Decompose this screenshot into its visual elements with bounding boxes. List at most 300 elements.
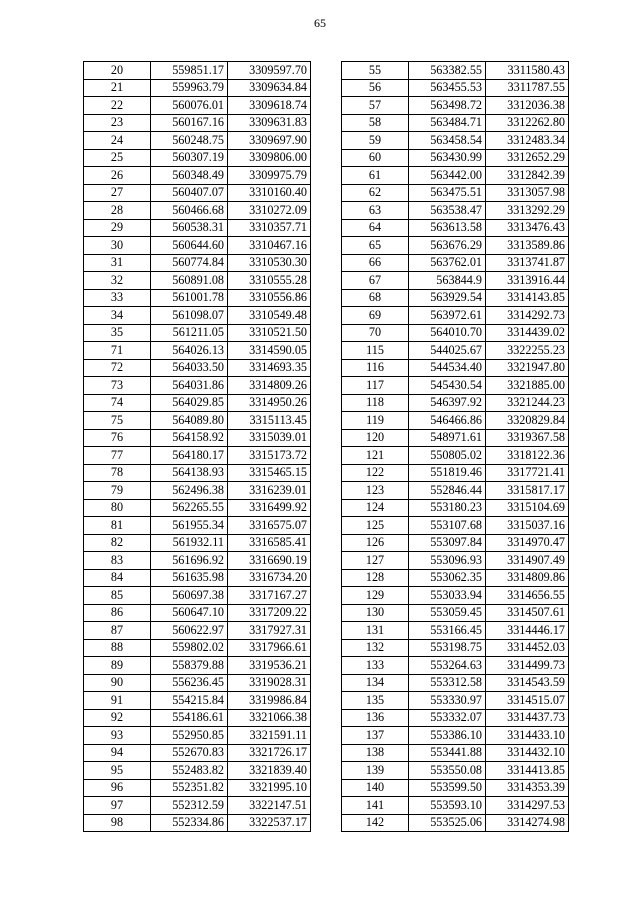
point-number-cell: 63 bbox=[342, 202, 409, 220]
x-coordinate-cell: 552483.82 bbox=[151, 762, 228, 780]
x-coordinate-cell: 544534.40 bbox=[409, 359, 486, 377]
point-number-cell: 117 bbox=[342, 377, 409, 395]
x-coordinate-cell: 563442.00 bbox=[409, 167, 486, 185]
table-row bbox=[84, 674, 311, 692]
y-coordinate-cell: 3313589.86 bbox=[486, 237, 569, 255]
point-number-cell: 142 bbox=[342, 814, 409, 832]
point-number-cell: 59 bbox=[342, 132, 409, 150]
point-number-cell: 31 bbox=[84, 254, 151, 272]
point-number-cell: 34 bbox=[84, 307, 151, 325]
x-coordinate-cell: 553593.10 bbox=[409, 797, 486, 815]
point-number-cell: 76 bbox=[84, 429, 151, 447]
x-coordinate-cell: 553062.35 bbox=[409, 569, 486, 587]
y-coordinate-cell: 3312842.39 bbox=[486, 167, 569, 185]
point-number-cell: 69 bbox=[342, 307, 409, 325]
x-coordinate-cell: 552351.82 bbox=[151, 779, 228, 797]
y-coordinate-cell: 3314437.73 bbox=[486, 709, 569, 727]
x-coordinate-cell: 561955.34 bbox=[151, 517, 228, 535]
x-coordinate-cell: 553332.07 bbox=[409, 709, 486, 727]
y-coordinate-cell: 3314499.73 bbox=[486, 657, 569, 675]
y-coordinate-cell: 3309597.70 bbox=[228, 62, 311, 80]
table-row bbox=[84, 202, 311, 220]
table-row bbox=[84, 744, 311, 762]
table-row bbox=[342, 412, 569, 430]
table-row bbox=[342, 674, 569, 692]
table-row bbox=[84, 622, 311, 640]
y-coordinate-cell: 3310272.09 bbox=[228, 202, 311, 220]
y-coordinate-cell: 3317209.22 bbox=[228, 604, 311, 622]
point-number-cell: 137 bbox=[342, 727, 409, 745]
y-coordinate-cell: 3312036.38 bbox=[486, 97, 569, 115]
table-row bbox=[84, 569, 311, 587]
point-number-cell: 20 bbox=[84, 62, 151, 80]
y-coordinate-cell: 3314970.47 bbox=[486, 534, 569, 552]
point-number-cell: 29 bbox=[84, 219, 151, 237]
x-coordinate-cell: 553198.75 bbox=[409, 639, 486, 657]
table-row bbox=[342, 727, 569, 745]
table-row bbox=[342, 814, 569, 832]
coordinates-table-right bbox=[341, 61, 569, 832]
y-coordinate-cell: 3316499.92 bbox=[228, 499, 311, 517]
table-row bbox=[84, 482, 311, 500]
point-number-cell: 132 bbox=[342, 639, 409, 657]
table-row bbox=[84, 167, 311, 185]
point-number-cell: 86 bbox=[84, 604, 151, 622]
y-coordinate-cell: 3315039.01 bbox=[228, 429, 311, 447]
x-coordinate-cell: 551819.46 bbox=[409, 464, 486, 482]
table-row bbox=[84, 552, 311, 570]
point-number-cell: 123 bbox=[342, 482, 409, 500]
y-coordinate-cell: 3322255.23 bbox=[486, 342, 569, 360]
table-row bbox=[342, 604, 569, 622]
table-row bbox=[84, 219, 311, 237]
point-number-cell: 118 bbox=[342, 394, 409, 412]
table-row bbox=[342, 797, 569, 815]
x-coordinate-cell: 552334.86 bbox=[151, 814, 228, 832]
point-number-cell: 95 bbox=[84, 762, 151, 780]
table-row bbox=[84, 814, 311, 832]
table-row bbox=[342, 167, 569, 185]
point-number-cell: 130 bbox=[342, 604, 409, 622]
x-coordinate-cell: 560307.19 bbox=[151, 149, 228, 167]
point-number-cell: 141 bbox=[342, 797, 409, 815]
point-number-cell: 90 bbox=[84, 674, 151, 692]
x-coordinate-cell: 563458.54 bbox=[409, 132, 486, 150]
point-number-cell: 74 bbox=[84, 394, 151, 412]
point-number-cell: 92 bbox=[84, 709, 151, 727]
x-coordinate-cell: 563538.47 bbox=[409, 202, 486, 220]
x-coordinate-cell: 563972.61 bbox=[409, 307, 486, 325]
point-number-cell: 85 bbox=[84, 587, 151, 605]
y-coordinate-cell: 3321947.80 bbox=[486, 359, 569, 377]
x-coordinate-cell: 564089.80 bbox=[151, 412, 228, 430]
x-coordinate-cell: 553386.10 bbox=[409, 727, 486, 745]
table-row bbox=[84, 359, 311, 377]
point-number-cell: 135 bbox=[342, 692, 409, 710]
table-row bbox=[84, 464, 311, 482]
x-coordinate-cell: 561635.98 bbox=[151, 569, 228, 587]
point-number-cell: 128 bbox=[342, 569, 409, 587]
x-coordinate-cell: 553096.93 bbox=[409, 552, 486, 570]
table-row bbox=[342, 657, 569, 675]
x-coordinate-cell: 563929.54 bbox=[409, 289, 486, 307]
x-coordinate-cell: 564033.50 bbox=[151, 359, 228, 377]
y-coordinate-cell: 3314446.17 bbox=[486, 622, 569, 640]
y-coordinate-cell: 3321244.23 bbox=[486, 394, 569, 412]
y-coordinate-cell: 3314507.61 bbox=[486, 604, 569, 622]
table-row bbox=[342, 622, 569, 640]
table-row bbox=[342, 377, 569, 395]
x-coordinate-cell: 553033.94 bbox=[409, 587, 486, 605]
point-number-cell: 93 bbox=[84, 727, 151, 745]
y-coordinate-cell: 3315465.15 bbox=[228, 464, 311, 482]
point-number-cell: 94 bbox=[84, 744, 151, 762]
point-number-cell: 73 bbox=[84, 377, 151, 395]
y-coordinate-cell: 3316690.19 bbox=[228, 552, 311, 570]
x-coordinate-cell: 563844.9 bbox=[409, 272, 486, 290]
table-row bbox=[84, 324, 311, 342]
table-row bbox=[342, 202, 569, 220]
point-number-cell: 24 bbox=[84, 132, 151, 150]
y-coordinate-cell: 3316734.20 bbox=[228, 569, 311, 587]
table-row bbox=[342, 482, 569, 500]
point-number-cell: 64 bbox=[342, 219, 409, 237]
table-row bbox=[84, 289, 311, 307]
x-coordinate-cell: 560697.38 bbox=[151, 587, 228, 605]
point-number-cell: 27 bbox=[84, 184, 151, 202]
x-coordinate-cell: 561001.78 bbox=[151, 289, 228, 307]
y-coordinate-cell: 3314143.85 bbox=[486, 289, 569, 307]
table-row bbox=[342, 324, 569, 342]
x-coordinate-cell: 561932.11 bbox=[151, 534, 228, 552]
x-coordinate-cell: 563455.53 bbox=[409, 79, 486, 97]
y-coordinate-cell: 3313057.98 bbox=[486, 184, 569, 202]
table-row bbox=[342, 429, 569, 447]
point-number-cell: 30 bbox=[84, 237, 151, 255]
y-coordinate-cell: 3321726.17 bbox=[228, 744, 311, 762]
point-number-cell: 89 bbox=[84, 657, 151, 675]
point-number-cell: 23 bbox=[84, 114, 151, 132]
point-number-cell: 126 bbox=[342, 534, 409, 552]
table-row bbox=[84, 727, 311, 745]
y-coordinate-cell: 3319986.84 bbox=[228, 692, 311, 710]
x-coordinate-cell: 553550.08 bbox=[409, 762, 486, 780]
table-row bbox=[342, 342, 569, 360]
x-coordinate-cell: 553599.50 bbox=[409, 779, 486, 797]
x-coordinate-cell: 560622.97 bbox=[151, 622, 228, 640]
table-row bbox=[342, 62, 569, 80]
y-coordinate-cell: 3319028.31 bbox=[228, 674, 311, 692]
x-coordinate-cell: 552670.83 bbox=[151, 744, 228, 762]
y-coordinate-cell: 3316575.07 bbox=[228, 517, 311, 535]
x-coordinate-cell: 548971.61 bbox=[409, 429, 486, 447]
table-row bbox=[84, 394, 311, 412]
table-row bbox=[84, 412, 311, 430]
table-row bbox=[342, 499, 569, 517]
y-coordinate-cell: 3314439.02 bbox=[486, 324, 569, 342]
x-coordinate-cell: 560774.84 bbox=[151, 254, 228, 272]
y-coordinate-cell: 3310521.50 bbox=[228, 324, 311, 342]
y-coordinate-cell: 3314950.26 bbox=[228, 394, 311, 412]
point-number-cell: 77 bbox=[84, 447, 151, 465]
y-coordinate-cell: 3309975.79 bbox=[228, 167, 311, 185]
y-coordinate-cell: 3321591.11 bbox=[228, 727, 311, 745]
x-coordinate-cell: 554215.84 bbox=[151, 692, 228, 710]
table-row bbox=[84, 97, 311, 115]
x-coordinate-cell: 559802.02 bbox=[151, 639, 228, 657]
x-coordinate-cell: 561098.07 bbox=[151, 307, 228, 325]
point-number-cell: 88 bbox=[84, 639, 151, 657]
x-coordinate-cell: 544025.67 bbox=[409, 342, 486, 360]
table-row bbox=[342, 464, 569, 482]
table-row bbox=[342, 184, 569, 202]
table-row bbox=[342, 744, 569, 762]
x-coordinate-cell: 563498.72 bbox=[409, 97, 486, 115]
point-number-cell: 125 bbox=[342, 517, 409, 535]
y-coordinate-cell: 3321885.00 bbox=[486, 377, 569, 395]
table-row bbox=[84, 132, 311, 150]
point-number-cell: 140 bbox=[342, 779, 409, 797]
point-number-cell: 68 bbox=[342, 289, 409, 307]
table-row bbox=[342, 692, 569, 710]
table-row bbox=[342, 587, 569, 605]
table-row bbox=[84, 762, 311, 780]
y-coordinate-cell: 3314515.07 bbox=[486, 692, 569, 710]
table-row bbox=[84, 587, 311, 605]
point-number-cell: 133 bbox=[342, 657, 409, 675]
y-coordinate-cell: 3315817.17 bbox=[486, 482, 569, 500]
x-coordinate-cell: 563475.51 bbox=[409, 184, 486, 202]
table-row bbox=[342, 149, 569, 167]
x-coordinate-cell: 553525.06 bbox=[409, 814, 486, 832]
point-number-cell: 139 bbox=[342, 762, 409, 780]
y-coordinate-cell: 3321066.38 bbox=[228, 709, 311, 727]
table-row bbox=[342, 569, 569, 587]
table-row bbox=[342, 517, 569, 535]
x-coordinate-cell: 552950.85 bbox=[151, 727, 228, 745]
table-row bbox=[84, 797, 311, 815]
table-row bbox=[84, 447, 311, 465]
x-coordinate-cell: 550805.02 bbox=[409, 447, 486, 465]
y-coordinate-cell: 3314413.85 bbox=[486, 762, 569, 780]
y-coordinate-cell: 3314590.05 bbox=[228, 342, 311, 360]
y-coordinate-cell: 3310357.71 bbox=[228, 219, 311, 237]
x-coordinate-cell: 556236.45 bbox=[151, 674, 228, 692]
x-coordinate-cell: 560167.16 bbox=[151, 114, 228, 132]
point-number-cell: 116 bbox=[342, 359, 409, 377]
x-coordinate-cell: 553107.68 bbox=[409, 517, 486, 535]
y-coordinate-cell: 3314274.98 bbox=[486, 814, 569, 832]
y-coordinate-cell: 3317927.31 bbox=[228, 622, 311, 640]
table-row bbox=[84, 657, 311, 675]
y-coordinate-cell: 3312652.29 bbox=[486, 149, 569, 167]
y-coordinate-cell: 3310160.40 bbox=[228, 184, 311, 202]
y-coordinate-cell: 3321995.10 bbox=[228, 779, 311, 797]
y-coordinate-cell: 3314292.73 bbox=[486, 307, 569, 325]
table-row bbox=[84, 342, 311, 360]
point-number-cell: 79 bbox=[84, 482, 151, 500]
x-coordinate-cell: 553097.84 bbox=[409, 534, 486, 552]
x-coordinate-cell: 564029.85 bbox=[151, 394, 228, 412]
point-number-cell: 120 bbox=[342, 429, 409, 447]
y-coordinate-cell: 3310549.48 bbox=[228, 307, 311, 325]
point-number-cell: 122 bbox=[342, 464, 409, 482]
table-row bbox=[342, 534, 569, 552]
y-coordinate-cell: 3312483.34 bbox=[486, 132, 569, 150]
table-row bbox=[84, 149, 311, 167]
y-coordinate-cell: 3315113.45 bbox=[228, 412, 311, 430]
point-number-cell: 121 bbox=[342, 447, 409, 465]
y-coordinate-cell: 3320829.84 bbox=[486, 412, 569, 430]
point-number-cell: 78 bbox=[84, 464, 151, 482]
table-row bbox=[342, 254, 569, 272]
y-coordinate-cell: 3309806.00 bbox=[228, 149, 311, 167]
y-coordinate-cell: 3310467.16 bbox=[228, 237, 311, 255]
x-coordinate-cell: 564031.86 bbox=[151, 377, 228, 395]
y-coordinate-cell: 3313292.29 bbox=[486, 202, 569, 220]
point-number-cell: 62 bbox=[342, 184, 409, 202]
table-row bbox=[84, 429, 311, 447]
table-row bbox=[84, 709, 311, 727]
table-row bbox=[342, 272, 569, 290]
x-coordinate-cell: 553264.63 bbox=[409, 657, 486, 675]
x-coordinate-cell: 561211.05 bbox=[151, 324, 228, 342]
x-coordinate-cell: 563762.01 bbox=[409, 254, 486, 272]
table-row bbox=[342, 289, 569, 307]
point-number-cell: 75 bbox=[84, 412, 151, 430]
x-coordinate-cell: 553330.97 bbox=[409, 692, 486, 710]
y-coordinate-cell: 3309634.84 bbox=[228, 79, 311, 97]
x-coordinate-cell: 560348.49 bbox=[151, 167, 228, 185]
y-coordinate-cell: 3314809.26 bbox=[228, 377, 311, 395]
point-number-cell: 80 bbox=[84, 499, 151, 517]
table-row bbox=[84, 79, 311, 97]
table-row bbox=[84, 639, 311, 657]
x-coordinate-cell: 563430.99 bbox=[409, 149, 486, 167]
point-number-cell: 22 bbox=[84, 97, 151, 115]
table-row bbox=[84, 499, 311, 517]
table-row bbox=[342, 394, 569, 412]
x-coordinate-cell: 553166.45 bbox=[409, 622, 486, 640]
table-row bbox=[342, 447, 569, 465]
table-row bbox=[84, 779, 311, 797]
table-row bbox=[84, 184, 311, 202]
y-coordinate-cell: 3321839.40 bbox=[228, 762, 311, 780]
x-coordinate-cell: 563382.55 bbox=[409, 62, 486, 80]
x-coordinate-cell: 564158.92 bbox=[151, 429, 228, 447]
x-coordinate-cell: 559963.79 bbox=[151, 79, 228, 97]
y-coordinate-cell: 3312262.80 bbox=[486, 114, 569, 132]
x-coordinate-cell: 563676.29 bbox=[409, 237, 486, 255]
point-number-cell: 124 bbox=[342, 499, 409, 517]
x-coordinate-cell: 560647.10 bbox=[151, 604, 228, 622]
y-coordinate-cell: 3315104.69 bbox=[486, 499, 569, 517]
x-coordinate-cell: 560076.01 bbox=[151, 97, 228, 115]
point-number-cell: 65 bbox=[342, 237, 409, 255]
point-number-cell: 72 bbox=[84, 359, 151, 377]
y-coordinate-cell: 3322537.17 bbox=[228, 814, 311, 832]
point-number-cell: 25 bbox=[84, 149, 151, 167]
point-number-cell: 56 bbox=[342, 79, 409, 97]
table-row bbox=[342, 237, 569, 255]
y-coordinate-cell: 3310530.30 bbox=[228, 254, 311, 272]
x-coordinate-cell: 564138.93 bbox=[151, 464, 228, 482]
y-coordinate-cell: 3314452.03 bbox=[486, 639, 569, 657]
y-coordinate-cell: 3314432.10 bbox=[486, 744, 569, 762]
point-number-cell: 55 bbox=[342, 62, 409, 80]
y-coordinate-cell: 3313916.44 bbox=[486, 272, 569, 290]
table-row bbox=[342, 132, 569, 150]
point-number-cell: 136 bbox=[342, 709, 409, 727]
x-coordinate-cell: 559851.17 bbox=[151, 62, 228, 80]
y-coordinate-cell: 3314809.86 bbox=[486, 569, 569, 587]
table-row bbox=[84, 377, 311, 395]
point-number-cell: 60 bbox=[342, 149, 409, 167]
y-coordinate-cell: 3317167.27 bbox=[228, 587, 311, 605]
point-number-cell: 134 bbox=[342, 674, 409, 692]
y-coordinate-cell: 3311787.55 bbox=[486, 79, 569, 97]
x-coordinate-cell: 552846.44 bbox=[409, 482, 486, 500]
y-coordinate-cell: 3314297.53 bbox=[486, 797, 569, 815]
point-number-cell: 32 bbox=[84, 272, 151, 290]
y-coordinate-cell: 3314907.49 bbox=[486, 552, 569, 570]
point-number-cell: 131 bbox=[342, 622, 409, 640]
table-row bbox=[342, 79, 569, 97]
y-coordinate-cell: 3316585.41 bbox=[228, 534, 311, 552]
point-number-cell: 28 bbox=[84, 202, 151, 220]
x-coordinate-cell: 561696.92 bbox=[151, 552, 228, 570]
table-row bbox=[84, 272, 311, 290]
x-coordinate-cell: 560891.08 bbox=[151, 272, 228, 290]
y-coordinate-cell: 3310555.28 bbox=[228, 272, 311, 290]
x-coordinate-cell: 560644.60 bbox=[151, 237, 228, 255]
table-row bbox=[342, 552, 569, 570]
x-coordinate-cell: 553059.45 bbox=[409, 604, 486, 622]
x-coordinate-cell: 564010.70 bbox=[409, 324, 486, 342]
x-coordinate-cell: 553180.23 bbox=[409, 499, 486, 517]
table-row bbox=[342, 219, 569, 237]
point-number-cell: 61 bbox=[342, 167, 409, 185]
y-coordinate-cell: 3313741.87 bbox=[486, 254, 569, 272]
table-row bbox=[84, 237, 311, 255]
y-coordinate-cell: 3311580.43 bbox=[486, 62, 569, 80]
coordinates-table-left bbox=[83, 61, 311, 832]
point-number-cell: 81 bbox=[84, 517, 151, 535]
point-number-cell: 119 bbox=[342, 412, 409, 430]
y-coordinate-cell: 3319367.58 bbox=[486, 429, 569, 447]
y-coordinate-cell: 3317721.41 bbox=[486, 464, 569, 482]
page-number: 65 bbox=[314, 16, 326, 30]
x-coordinate-cell: 563484.71 bbox=[409, 114, 486, 132]
x-coordinate-cell: 560407.07 bbox=[151, 184, 228, 202]
y-coordinate-cell: 3314353.39 bbox=[486, 779, 569, 797]
table-row bbox=[84, 254, 311, 272]
table-row bbox=[342, 762, 569, 780]
table-row bbox=[342, 639, 569, 657]
x-coordinate-cell: 546397.92 bbox=[409, 394, 486, 412]
x-coordinate-cell: 560538.31 bbox=[151, 219, 228, 237]
point-number-cell: 35 bbox=[84, 324, 151, 342]
x-coordinate-cell: 560248.75 bbox=[151, 132, 228, 150]
point-number-cell: 98 bbox=[84, 814, 151, 832]
table-row bbox=[342, 97, 569, 115]
table-row bbox=[84, 692, 311, 710]
table-row bbox=[342, 114, 569, 132]
point-number-cell: 97 bbox=[84, 797, 151, 815]
x-coordinate-cell: 552312.59 bbox=[151, 797, 228, 815]
point-number-cell: 115 bbox=[342, 342, 409, 360]
y-coordinate-cell: 3317966.61 bbox=[228, 639, 311, 657]
